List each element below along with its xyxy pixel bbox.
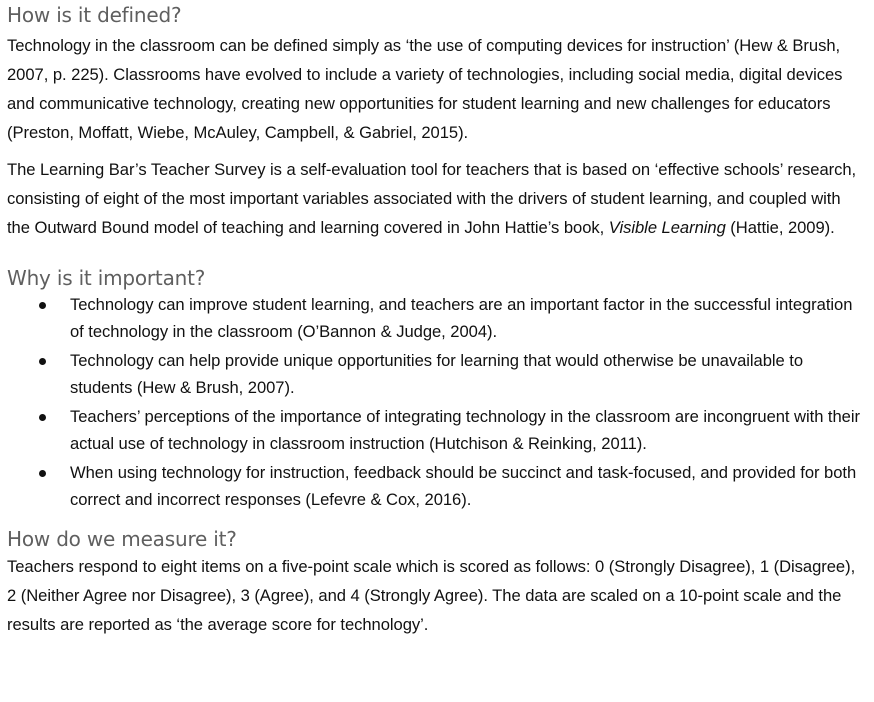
list-item-text: When using technology for instruction, feedback should be succinct and task-focused, and provided for both correct and incorrect responses (Lefevre & Cox, 2016). bbox=[70, 463, 857, 509]
list-item bbox=[7, 347, 867, 401]
heading-why-important: Why is it important? bbox=[7, 266, 206, 290]
list-item-text: Teachers’ perceptions of the importance of integrating technology in the classroom are incongruent with their actual use of technology in classroom instruction (Hutchison & Reinking, 2011). bbox=[70, 407, 860, 453]
importance-bullet-list bbox=[7, 291, 867, 513]
list-item bbox=[7, 459, 867, 513]
bullet-icon bbox=[39, 302, 46, 309]
list-item-text: Technology can improve student learning, and teachers are an important factor in the successful integration of technology in the classroom (O’Bannon & Judge, 2004). bbox=[70, 295, 853, 341]
measurement-paragraph: Teachers respond to eight items on a five-point scale which is scored as follows: 0 (Strongly Disagree), 1 (Disagree), 2 (Neither Agree nor Disagree), 3 (Agree), and 4 (Strongly Agree). The data are scaled on a 10-point scale and the results are reported as ‘the average score for technology’. bbox=[7, 557, 856, 634]
list-item-text: Technology can help provide unique opportunities for learning that would otherwise be unavailable to students (Hew & Brush, 2007). bbox=[70, 351, 803, 397]
book-title: Visible Learning bbox=[608, 218, 726, 237]
heading-how-defined: How is it defined? bbox=[7, 3, 182, 27]
list-item bbox=[7, 403, 867, 457]
document-page bbox=[7, 0, 867, 639]
list-item bbox=[7, 291, 867, 345]
heading-how-measure: How do we measure it? bbox=[7, 527, 237, 551]
bullet-icon bbox=[39, 358, 46, 365]
bullet-icon bbox=[39, 470, 46, 477]
bullet-icon bbox=[39, 414, 46, 421]
teacher-survey-paragraph bbox=[7, 155, 867, 242]
teacher-survey-text: The Learning Bar’s Teacher Survey is a self-evaluation tool for teachers that is based on ‘effective schools’ research, consisting of eight of the most important variables associated with the drivers of student learning, and coupled with the Outward Bound model of teaching and learning covered in John Hattie’s book, bbox=[7, 160, 857, 237]
teacher-survey-citation: (Hattie, 2009). bbox=[725, 218, 835, 237]
definition-paragraph: Technology in the classroom can be defined simply as ‘the use of computing devices for instruction’ (Hew & Brush, 2007, p. 225). Classrooms have evolved to include a variety of technologies, including social media, digital devices and communicative technology, creating new opportunities for student learning and new challenges for educators (Preston, Moffatt, Wiebe, McAuley, Campbell, & Gabriel, 2015). bbox=[7, 36, 843, 142]
